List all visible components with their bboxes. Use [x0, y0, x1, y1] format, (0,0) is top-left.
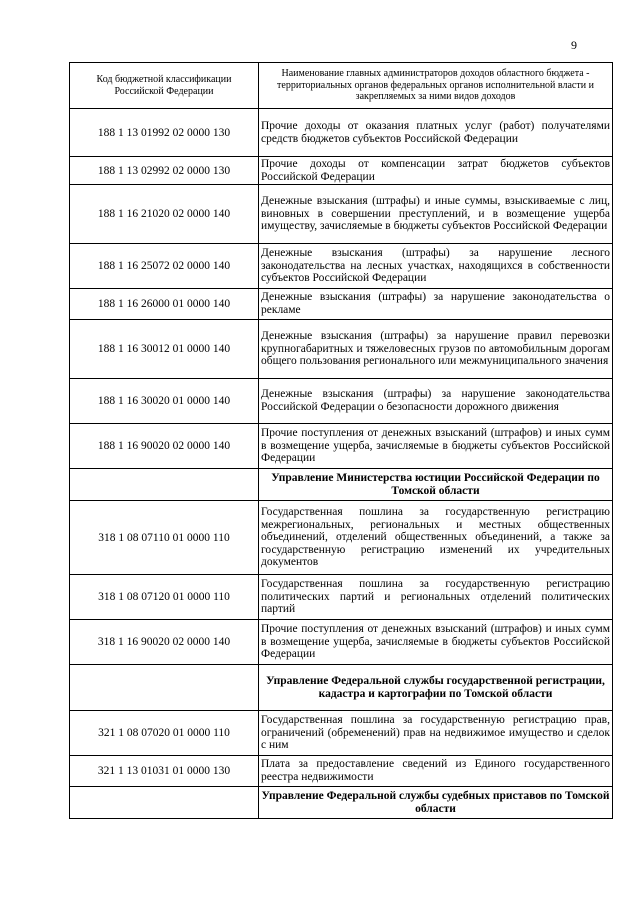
budget-code: 188 1 16 30020 01 0000 140 — [70, 379, 259, 424]
budget-code-empty — [70, 469, 259, 501]
revenue-description: Денежные взыскания (штрафы) за нарушение законодательства Российской Федерации о безопасности дорожного движения — [259, 379, 613, 424]
revenue-description: Денежные взыскания (штрафы) и иные суммы, взыскиваемые с лиц, виновных в совершении преступлений, и в возмещение ущерба имуществу, зачисляемые в бюджеты субъектов Российской Федерации — [259, 185, 613, 244]
section-title: Управление Федеральной службы судебных приставов по Томской области — [259, 787, 613, 819]
budget-code: 188 1 13 02992 02 0000 130 — [70, 157, 259, 185]
budget-code: 321 1 13 01031 01 0000 130 — [70, 756, 259, 787]
table-row — [70, 109, 613, 157]
revenue-description: Государственная пошлина за государственную регистрацию межрегиональных, региональных и местных общественных объединений, отделений общественных объединений, а также за государственную регистрацию изменений их учредительных документов — [259, 501, 613, 575]
revenue-description: Денежные взыскания (штрафы) за нарушение законодательства о рекламе — [259, 289, 613, 320]
table-header-row — [70, 63, 613, 109]
table-row — [70, 289, 613, 320]
revenue-description: Государственная пошлина за государственную регистрацию прав, ограничений (обременений) прав на недвижимое имущество и сделок с ним — [259, 711, 613, 756]
table-row — [70, 424, 613, 469]
budget-code-empty — [70, 787, 259, 819]
budget-code: 188 1 16 26000 01 0000 140 — [70, 289, 259, 320]
revenue-description: Плата за предоставление сведений из Единого государственного реестра недвижимости — [259, 756, 613, 787]
table-row — [70, 575, 613, 620]
section-row — [70, 665, 613, 711]
table-row — [70, 501, 613, 575]
budget-code: 188 1 16 25072 02 0000 140 — [70, 244, 259, 289]
section-title: Управление Министерства юстиции Российской Федерации по Томской области — [259, 469, 613, 501]
section-row — [70, 469, 613, 501]
revenue-description: Денежные взыскания (штрафы) за нарушение правил перевозки крупногабаритных и тяжеловесных грузов по автомобильным дорогам общего пользования регионального или межмуниципального значения — [259, 320, 613, 379]
budget-code: 188 1 13 01992 02 0000 130 — [70, 109, 259, 157]
budget-code: 188 1 16 90020 02 0000 140 — [70, 424, 259, 469]
budget-code: 321 1 08 07020 01 0000 110 — [70, 711, 259, 756]
table-row — [70, 320, 613, 379]
revenue-description: Прочие доходы от оказания платных услуг (работ) получателями средств бюджетов субъектов Российской Федерации — [259, 109, 613, 157]
section-row — [70, 787, 613, 819]
budget-code: 318 1 08 07110 01 0000 110 — [70, 501, 259, 575]
revenue-description: Государственная пошлина за государственную регистрацию политических партий и региональных отделений политических партий — [259, 575, 613, 620]
budget-code: 318 1 08 07120 01 0000 110 — [70, 575, 259, 620]
table-row — [70, 244, 613, 289]
header-code: Код бюджетной классификации Российской Федерации — [70, 63, 259, 109]
revenue-administrators-table — [69, 62, 613, 819]
table-row — [70, 756, 613, 787]
table-row — [70, 379, 613, 424]
table-row — [70, 711, 613, 756]
section-title: Управление Федеральной службы государственной регистрации, кадастра и картографии по Томской области — [259, 665, 613, 711]
budget-code: 188 1 16 21020 02 0000 140 — [70, 185, 259, 244]
page-number: 9 — [571, 38, 577, 52]
table-row — [70, 185, 613, 244]
budget-code-empty — [70, 665, 259, 711]
budget-code: 188 1 16 30012 01 0000 140 — [70, 320, 259, 379]
revenue-description: Прочие поступления от денежных взысканий (штрафов) и иных сумм в возмещение ущерба, зачисляемые в бюджеты субъектов Российской Федерации — [259, 620, 613, 665]
revenue-description: Прочие доходы от компенсации затрат бюджетов субъектов Российской Федерации — [259, 157, 613, 185]
budget-code: 318 1 16 90020 02 0000 140 — [70, 620, 259, 665]
revenue-description: Денежные взыскания (штрафы) за нарушение лесного законодательства на лесных участках, находящихся в собственности субъектов Российской Федерации — [259, 244, 613, 289]
header-name: Наименование главных администраторов доходов областного бюджета - территориальных органов федеральных органов исполнительной власти и закрепляемых за ними видов доходов — [259, 63, 613, 109]
table-row — [70, 157, 613, 185]
table-row — [70, 620, 613, 665]
revenue-description: Прочие поступления от денежных взысканий (штрафов) и иных сумм в возмещение ущерба, зачисляемые в бюджеты субъектов Российской Федерации — [259, 424, 613, 469]
